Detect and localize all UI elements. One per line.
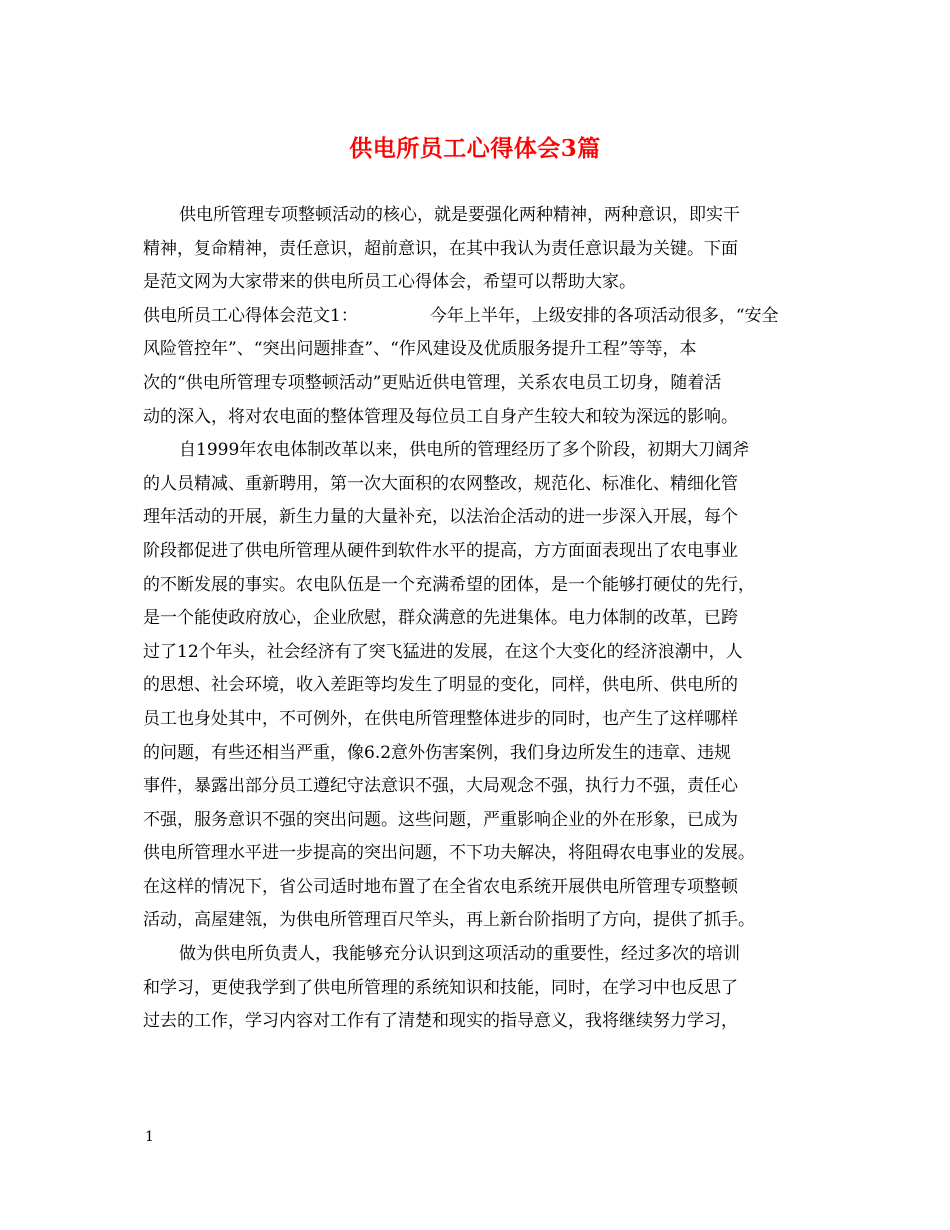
document-title: 供电所员工心得体会3篇 xyxy=(349,135,601,162)
paragraph-line: 供电所管理专项整顿活动的核心，就是要强化两种精神，两种意识，即实干 xyxy=(179,205,740,225)
paragraph-line: 的人员精减、重新聘用，第一次大面积的农网整改，规范化、标准化、精细化管 xyxy=(143,473,738,494)
paragraph-line: 员工也身处其中，不可例外，在供电所管理整体进步的同时，也产生了这样哪样 xyxy=(143,708,738,729)
paragraph-line: 的不断发展的事实。农电队伍是一个充满希望的团体，是一个能够打硬仗的先行， xyxy=(143,574,755,595)
paragraph-text: 今年上半年，上级安排的各项活动很多，“安全 xyxy=(429,305,779,326)
paragraph-line: 自1999年农电体制改革以来，供电所的管理经历了多个阶段，初期大刀阔斧 xyxy=(179,440,750,461)
paragraph-line: 次的“供电所管理专项整顿活动”更贴近供电管理，关系农电员工切身，随着活 xyxy=(143,372,722,393)
paragraph-line: 不强，服务意识不强的突出问题。这些问题，严重影响企业的外在形象，已成为 xyxy=(143,809,738,830)
paragraph-line: 活动，高屋建瓴，为供电所管理百尺竿头，再上新台阶指明了方向，提供了抓手。 xyxy=(143,910,755,931)
section-heading: 供电所员工心得体会范文1： xyxy=(143,305,358,326)
paragraph-line: 动的深入，将对农电面的整体管理及每位员工自身产生较大和较为深远的影响。 xyxy=(143,406,738,427)
paragraph-line: 供电所管理水平进一步提高的突出问题，不下功夫解决，将阻碍农电事业的发展。 xyxy=(143,843,755,864)
document-body xyxy=(143,199,823,1039)
paragraph-line: 在这样的情况下，省公司适时地布置了在全省农电系统开展供电所管理专项整顿 xyxy=(143,876,738,897)
paragraph-line: 风险管控年”、“突出问题排查”、“作风建设及优质服务提升工程”等等，本 xyxy=(143,339,697,360)
paragraph-line: 和学习，更使我学到了供电所管理的系统知识和技能，同时，在学习中也反思了 xyxy=(143,977,738,998)
page-number: 1 xyxy=(145,1129,154,1145)
paragraph-line: 阶段都促进了供电所管理从硬件到软件水平的提高，方方面面表现出了农电事业 xyxy=(143,540,738,561)
paragraph-line: 是一个能使政府放心，企业欣慰，群众满意的先进集体。电力体制的改革，已跨 xyxy=(143,608,738,629)
paragraph-line: 的问题，有些还相当严重，像6.2意外伤害案例，我们身边所发生的违章、违规 xyxy=(143,742,732,763)
paragraph-line: 过了12个年头，社会经济有了突飞猛进的发展，在这个大变化的经济浪潮中，人 xyxy=(143,641,743,662)
paragraph-line: 事件，暴露出部分员工遵纪守法意识不强，大局观念不强，执行力不强，责任心 xyxy=(143,776,738,797)
paragraph-line: 的思想、社会环境，收入差距等均发生了明显的变化，同样，供电所、供电所的 xyxy=(143,675,738,696)
paragraph-line: 过去的工作，学习内容对工作有了清楚和现实的指导意义，我将继续努力学习， xyxy=(143,1011,738,1032)
paragraph-line: 做为供电所负责人，我能够充分认识到这项活动的重要性，经过多次的培训 xyxy=(179,944,740,965)
paragraph-line: 是范文网为大家带来的供电所员工心得体会，希望可以帮助大家。 xyxy=(143,272,636,293)
paragraph-line: 理年活动的开展，新生力量的大量补充，以法治企活动的进一步深入开展，每个 xyxy=(143,507,738,528)
paragraph-line: 精神，复命精神，责任意识，超前意识，在其中我认为责任意识最为关键。下面 xyxy=(143,238,738,259)
paragraph-line-with-heading xyxy=(143,300,823,334)
